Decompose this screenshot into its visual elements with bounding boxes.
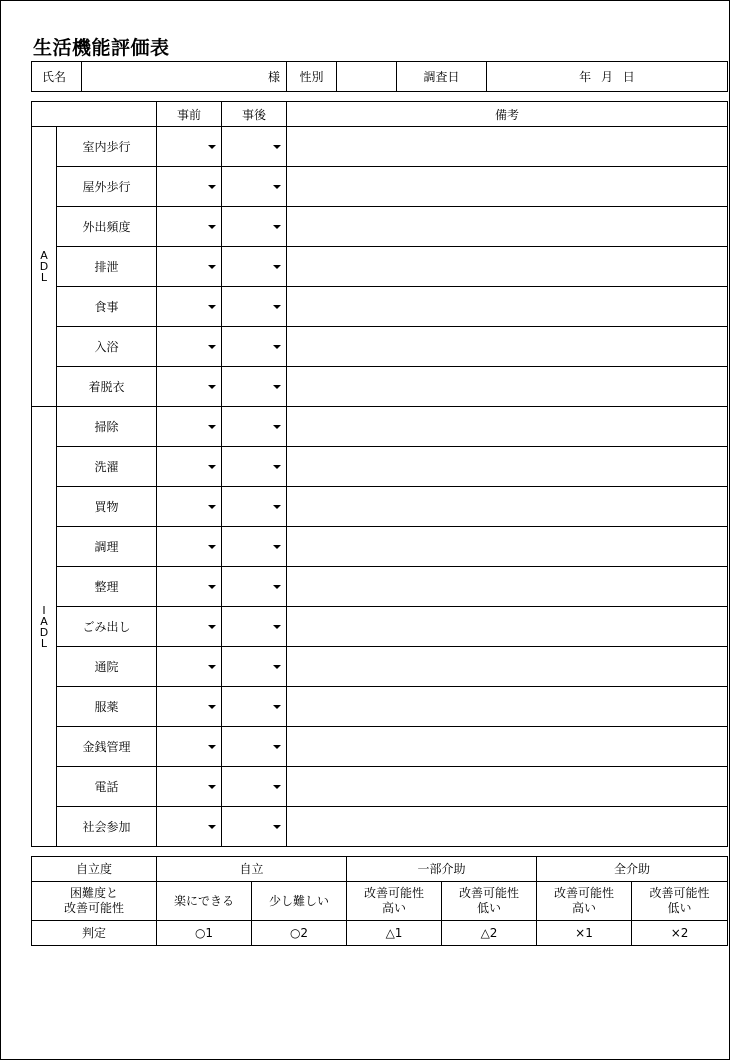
dropdown-arrow-icon[interactable]	[273, 625, 281, 629]
dropdown-arrow-icon[interactable]	[208, 825, 216, 829]
remarks-field[interactable]	[287, 367, 728, 407]
dropdown-arrow-icon[interactable]	[208, 505, 216, 509]
dropdown-arrow-icon[interactable]	[208, 665, 216, 669]
name-field[interactable]	[82, 62, 287, 92]
partial-improve-high: 改善可能性 高い	[347, 882, 442, 921]
after-select[interactable]	[222, 807, 287, 847]
code-cell: ○1	[157, 921, 252, 946]
table-row	[32, 127, 728, 167]
dropdown-arrow-icon[interactable]	[208, 265, 216, 269]
before-select[interactable]	[157, 447, 222, 487]
item-label: 洗濯	[57, 447, 157, 487]
partial-improve-low: 改善可能性 低い	[442, 882, 537, 921]
table-row	[32, 767, 728, 807]
dropdown-arrow-icon[interactable]	[273, 745, 281, 749]
item-label: 金銭管理	[57, 727, 157, 767]
before-select[interactable]	[157, 487, 222, 527]
before-select[interactable]	[157, 807, 222, 847]
dropdown-arrow-icon[interactable]	[208, 705, 216, 709]
full-improve-low: 改善可能性 低い	[632, 882, 728, 921]
table-row	[32, 207, 728, 247]
before-select[interactable]	[157, 247, 222, 287]
table-row	[32, 447, 728, 487]
before-select[interactable]	[157, 327, 222, 367]
dropdown-arrow-icon[interactable]	[273, 705, 281, 709]
item-label: 買物	[57, 487, 157, 527]
after-select[interactable]	[222, 687, 287, 727]
after-select[interactable]	[222, 127, 287, 167]
dropdown-arrow-icon[interactable]	[273, 425, 281, 429]
item-label: 排泄	[57, 247, 157, 287]
dropdown-arrow-icon[interactable]	[208, 345, 216, 349]
dropdown-arrow-icon[interactable]	[208, 305, 216, 309]
survey-date-field[interactable]: 年 月 日	[487, 62, 728, 92]
dropdown-arrow-icon[interactable]	[273, 385, 281, 389]
dropdown-arrow-icon[interactable]	[273, 785, 281, 789]
before-select[interactable]	[157, 607, 222, 647]
dropdown-arrow-icon[interactable]	[208, 625, 216, 629]
after-select[interactable]	[222, 607, 287, 647]
dropdown-arrow-icon[interactable]	[208, 145, 216, 149]
remarks-field[interactable]	[287, 247, 728, 287]
evaluation-table	[31, 101, 728, 847]
item-label: 室内歩行	[57, 127, 157, 167]
item-label: 調理	[57, 527, 157, 567]
table-row	[32, 327, 728, 367]
remarks-field[interactable]	[287, 127, 728, 167]
name-suffix: 様	[267, 70, 280, 84]
partial-assist-header: 一部介助	[347, 857, 537, 882]
remarks-field[interactable]	[287, 167, 728, 207]
remarks-field[interactable]	[287, 687, 728, 727]
info-table	[31, 61, 728, 92]
dropdown-arrow-icon[interactable]	[208, 745, 216, 749]
header-before: 事前	[157, 102, 222, 127]
item-label: 服薬	[57, 687, 157, 727]
remarks-field[interactable]	[287, 767, 728, 807]
dropdown-arrow-icon[interactable]	[273, 225, 281, 229]
code-cell: ○2	[252, 921, 347, 946]
dropdown-arrow-icon[interactable]	[273, 345, 281, 349]
table-row	[32, 687, 728, 727]
after-select[interactable]	[222, 287, 287, 327]
after-select[interactable]	[222, 207, 287, 247]
name-label: 氏名	[32, 62, 82, 92]
after-select[interactable]	[222, 567, 287, 607]
remarks-field[interactable]	[287, 607, 728, 647]
after-select[interactable]	[222, 527, 287, 567]
dropdown-arrow-icon[interactable]	[208, 425, 216, 429]
before-select[interactable]	[157, 127, 222, 167]
after-select[interactable]	[222, 327, 287, 367]
remarks-field[interactable]	[287, 727, 728, 767]
before-select[interactable]	[157, 207, 222, 247]
before-select[interactable]	[157, 167, 222, 207]
item-label: 整理	[57, 567, 157, 607]
table-row	[32, 527, 728, 567]
remarks-field[interactable]	[287, 287, 728, 327]
dropdown-arrow-icon[interactable]	[208, 185, 216, 189]
after-select[interactable]	[222, 407, 287, 447]
dropdown-arrow-icon[interactable]	[273, 585, 281, 589]
before-select[interactable]	[157, 727, 222, 767]
before-select[interactable]	[157, 407, 222, 447]
gender-label: 性別	[287, 62, 337, 92]
table-row	[32, 287, 728, 327]
full-assist-header: 全介助	[537, 857, 728, 882]
independence-label: 自立度	[32, 857, 157, 882]
code-cell: ×1	[537, 921, 632, 946]
after-select[interactable]	[222, 167, 287, 207]
before-select[interactable]	[157, 687, 222, 727]
legend-table	[31, 856, 728, 946]
dropdown-arrow-icon[interactable]	[208, 385, 216, 389]
table-row	[32, 567, 728, 607]
remarks-field[interactable]	[287, 207, 728, 247]
before-select[interactable]	[157, 527, 222, 567]
item-label: 入浴	[57, 327, 157, 367]
after-select[interactable]	[222, 367, 287, 407]
item-label: 掃除	[57, 407, 157, 447]
header-blank	[32, 102, 157, 127]
judgement-label: 判定	[32, 921, 157, 946]
remarks-field[interactable]	[287, 487, 728, 527]
survey-date-label: 調査日	[397, 62, 487, 92]
remarks-field[interactable]	[287, 407, 728, 447]
dropdown-arrow-icon[interactable]	[273, 465, 281, 469]
code-cell: △2	[442, 921, 537, 946]
code-cell: △1	[347, 921, 442, 946]
table-row	[32, 407, 728, 447]
table-row	[32, 247, 728, 287]
table-header-row	[32, 102, 728, 127]
adl-category-label: A D L	[32, 127, 57, 407]
table-row	[32, 607, 728, 647]
slightly-difficult-cell: 少し難しい	[252, 882, 347, 921]
item-label: 着脱衣	[57, 367, 157, 407]
dropdown-arrow-icon[interactable]	[273, 665, 281, 669]
dropdown-arrow-icon[interactable]	[273, 305, 281, 309]
dropdown-arrow-icon[interactable]	[273, 825, 281, 829]
dropdown-arrow-icon[interactable]	[208, 585, 216, 589]
easy-cell: 楽にできる	[157, 882, 252, 921]
remarks-field[interactable]	[287, 567, 728, 607]
item-label: 社会参加	[57, 807, 157, 847]
before-select[interactable]	[157, 767, 222, 807]
table-row	[32, 487, 728, 527]
before-select[interactable]	[157, 367, 222, 407]
remarks-field[interactable]	[287, 447, 728, 487]
item-label: 外出頻度	[57, 207, 157, 247]
dropdown-arrow-icon[interactable]	[273, 185, 281, 189]
difficulty-label: 困難度と 改善可能性	[32, 882, 157, 921]
remarks-field[interactable]	[287, 327, 728, 367]
before-select[interactable]	[157, 287, 222, 327]
remarks-field[interactable]	[287, 527, 728, 567]
item-label: 電話	[57, 767, 157, 807]
after-select[interactable]	[222, 647, 287, 687]
before-select[interactable]	[157, 647, 222, 687]
dropdown-arrow-icon[interactable]	[273, 545, 281, 549]
code-cell: ×2	[632, 921, 728, 946]
dropdown-arrow-icon[interactable]	[273, 145, 281, 149]
item-label: 屋外歩行	[57, 167, 157, 207]
remarks-field[interactable]	[287, 647, 728, 687]
before-select[interactable]	[157, 567, 222, 607]
page-title: 生活機能評価表	[33, 37, 170, 59]
dropdown-arrow-icon[interactable]	[273, 505, 281, 509]
header-remarks: 備考	[287, 102, 728, 127]
table-row	[32, 367, 728, 407]
dropdown-arrow-icon[interactable]	[273, 265, 281, 269]
item-label: 食事	[57, 287, 157, 327]
table-row	[32, 807, 728, 847]
after-select[interactable]	[222, 727, 287, 767]
table-row	[32, 647, 728, 687]
after-select[interactable]	[222, 447, 287, 487]
dropdown-arrow-icon[interactable]	[208, 225, 216, 229]
iadl-category-label: I A D L	[32, 407, 57, 847]
after-select[interactable]	[222, 487, 287, 527]
after-select[interactable]	[222, 247, 287, 287]
remarks-field[interactable]	[287, 807, 728, 847]
dropdown-arrow-icon[interactable]	[208, 465, 216, 469]
after-select[interactable]	[222, 767, 287, 807]
independent-header: 自立	[157, 857, 347, 882]
dropdown-arrow-icon[interactable]	[208, 785, 216, 789]
table-row	[32, 167, 728, 207]
item-label: ごみ出し	[57, 607, 157, 647]
item-label: 通院	[57, 647, 157, 687]
table-row	[32, 727, 728, 767]
dropdown-arrow-icon[interactable]	[208, 545, 216, 549]
gender-field[interactable]	[337, 62, 397, 92]
full-improve-high: 改善可能性 高い	[537, 882, 632, 921]
header-after: 事後	[222, 102, 287, 127]
